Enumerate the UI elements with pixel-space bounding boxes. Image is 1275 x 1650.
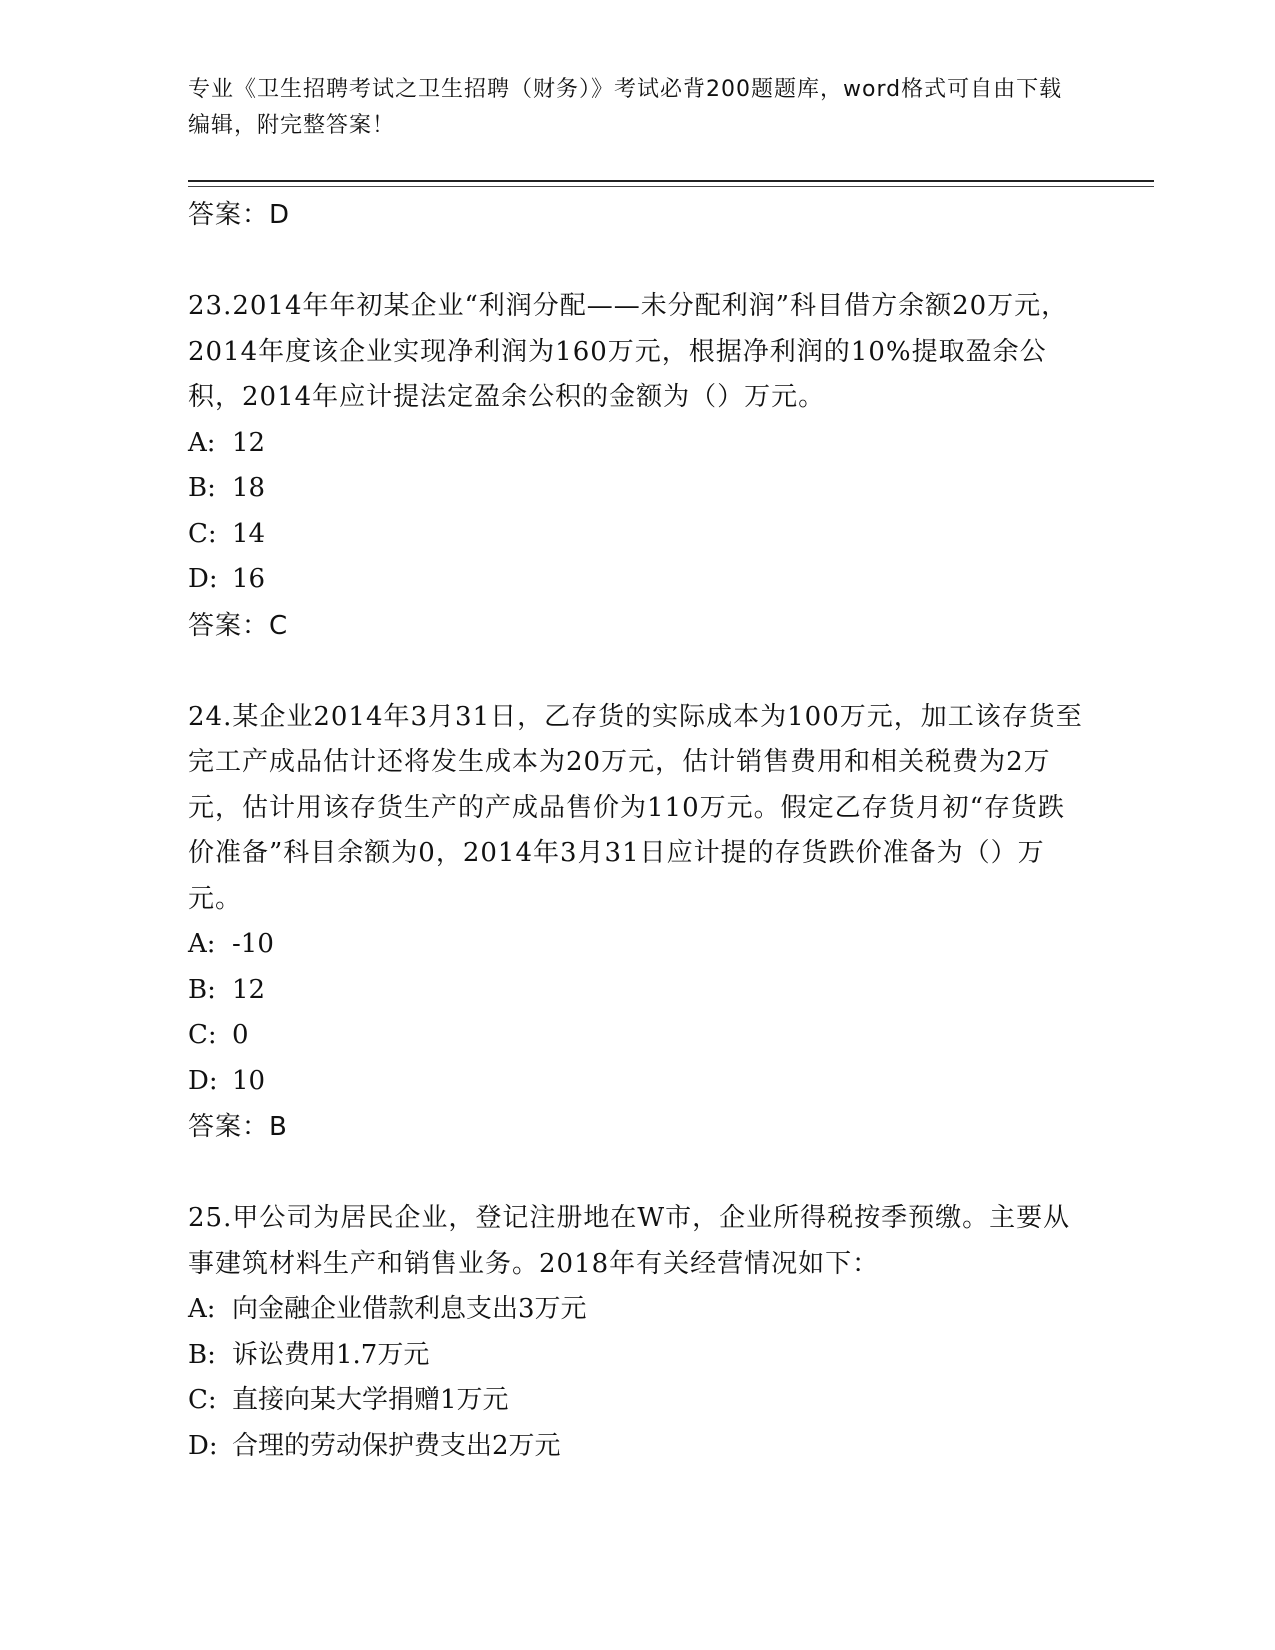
answer-24: 答案：B <box>188 1112 288 1142</box>
option-letter: A: <box>188 427 216 458</box>
question-23-option-b <box>188 466 1088 512</box>
option-text: 0 <box>232 1020 249 1050</box>
option-text: 14 <box>232 518 266 549</box>
question-25-option-d <box>188 1424 1088 1470</box>
option-text: -10 <box>232 929 274 959</box>
option-text: 直接向某大学捐赠1万元 <box>232 1385 509 1415</box>
document-header: 专业《卫生招聘考试之卫生招聘（财务）》考试必背200题题库，word格式可自由下载编辑，附完整答案！ <box>188 77 1063 138</box>
spacer <box>188 1150 1088 1196</box>
header-rule-thick <box>188 180 1154 182</box>
question-25-text: 25.甲公司为居民企业，登记注册地在W市，企业所得税按季预缴。主要从事建筑材料生产和销售业务。2018年有关经营情况如下： <box>188 1203 1071 1279</box>
spacer <box>188 649 1088 695</box>
answer-22: 答案：D <box>188 200 291 230</box>
option-text: 合理的劳动保护费支出2万元 <box>232 1430 561 1461</box>
question-24-option-b <box>188 968 1088 1014</box>
document-body <box>188 192 1088 1469</box>
question-24-text: 24.某企业2014年3月31日，乙存货的实际成本为100万元，加工该存货至完工产成品估计还将发生成本为20万元，估计销售费用和相关税费为2万元，估计用该存货生产的产成品售价为110万元。假定乙存货月初“存货跌价准备”科目余额为0，2014年3月31日应计提的存货跌价准备为（）万元。 <box>188 701 1083 914</box>
option-text: 10 <box>232 1065 266 1096</box>
option-letter: C: <box>188 1020 217 1050</box>
option-text: 16 <box>232 564 266 594</box>
question-23-option-d <box>188 557 1088 603</box>
question-25-option-c <box>188 1378 1088 1424</box>
option-letter: A: <box>188 929 216 959</box>
question-25-option-b <box>188 1333 1088 1379</box>
question-24-option-c <box>188 1013 1088 1059</box>
option-text: 12 <box>232 427 266 458</box>
option-letter: D: <box>188 1065 218 1096</box>
option-letter: B: <box>188 1339 216 1370</box>
option-letter: B: <box>188 473 216 503</box>
question-23-text: 23.2014年年初某企业“利润分配——未分配利润”科目借方余额20万元，2014年度该企业实现净利润为160万元，根据净利润的10%提取盈余公积，2014年应计提法定盈余公积的金额为（）万元。 <box>188 291 1069 412</box>
option-text: 向金融企业借款利息支出3万元 <box>232 1294 587 1324</box>
option-letter: C: <box>188 518 217 549</box>
option-letter: D: <box>188 564 218 594</box>
option-letter: B: <box>188 974 216 1005</box>
question-23-option-c <box>188 512 1088 558</box>
option-letter: A: <box>188 1294 216 1324</box>
question-24-option-a <box>188 922 1088 968</box>
header-rule-thin <box>188 186 1154 187</box>
option-letter: C: <box>188 1385 217 1415</box>
option-text: 12 <box>232 974 266 1005</box>
option-text: 18 <box>232 473 266 503</box>
option-text: 诉讼费用1.7万元 <box>232 1339 430 1370</box>
option-letter: D: <box>188 1430 218 1461</box>
question-23-option-a <box>188 421 1088 467</box>
answer-23: 答案：C <box>188 610 289 641</box>
question-24-option-d <box>188 1059 1088 1105</box>
question-25-option-a <box>188 1287 1088 1333</box>
spacer <box>188 238 1088 284</box>
